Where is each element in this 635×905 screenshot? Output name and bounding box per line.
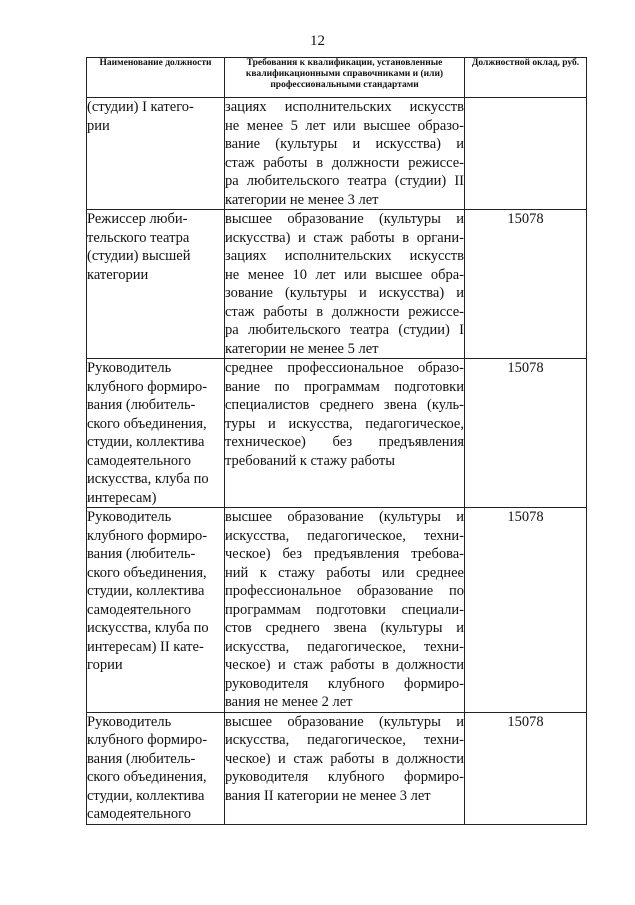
position-line: гории <box>87 657 123 673</box>
requirements-line: ческое) без предъявления требова- <box>225 546 464 562</box>
position-line: Руководитель <box>87 713 172 730</box>
requirements-line: не менее 5 лет или высшее образо- <box>225 117 464 134</box>
table-row <box>87 98 587 210</box>
requirements-line: вание (культуры и искусства) и <box>225 136 464 152</box>
table-row <box>87 712 587 824</box>
position-line: вания (любитель- <box>87 546 196 562</box>
requirements-line: искусства, педагогическое, техни- <box>225 527 464 544</box>
requirements-line: категории не менее 5 лет <box>225 340 379 357</box>
position-line: интересам) <box>87 489 157 506</box>
position-line: клубного формиро- <box>87 378 208 395</box>
position-cell <box>87 508 225 713</box>
position-line: (студии) высшей <box>87 248 191 264</box>
requirements-cell <box>225 98 465 210</box>
position-line: ского объединения, <box>87 415 207 432</box>
salary-cell: 15078 <box>465 359 587 508</box>
position-line: тельского театра <box>87 229 190 246</box>
salary-cell: 15078 <box>465 712 587 824</box>
requirements-line: вание по программам подготовки <box>225 378 464 395</box>
position-line: Руководитель <box>87 509 172 525</box>
requirements-line: ра любительского театра (студии) I <box>225 322 464 338</box>
requirements-cell <box>225 508 465 713</box>
header-position: Наименование должности <box>87 58 225 98</box>
position-line: клубного формиро- <box>87 527 208 544</box>
requirements-line: категории не менее 3 лет <box>225 191 379 208</box>
position-line: Руководитель <box>87 360 172 376</box>
requirements-line: специалистов среднего звена (куль- <box>225 397 464 413</box>
requirements-line: ний к стажу работы или среднее <box>225 564 464 581</box>
position-cell <box>87 98 225 210</box>
requirements-line: руководителя клубного формиро- <box>225 675 464 692</box>
requirements-line: техническое) без предъявления <box>225 434 464 450</box>
position-line: рии <box>87 117 110 134</box>
position-line: ского объединения, <box>87 564 207 581</box>
position-line: интересам) II кате- <box>87 638 204 655</box>
position-line: студии, коллектива <box>87 787 205 804</box>
table-row <box>87 359 587 508</box>
requirements-line: стов среднего звена (культуры и <box>225 620 464 636</box>
requirements-line: вания не менее 2 лет <box>225 694 353 710</box>
requirements-line: руководителя клубного формиро- <box>225 769 464 785</box>
requirements-line: требований к стажу работы <box>225 452 395 469</box>
table-row <box>87 210 587 359</box>
requirements-line: туры и искусства, педагогическое, <box>225 415 464 432</box>
requirements-line: зациях исполнительских искусств <box>225 99 464 115</box>
requirements-line: ческое) и стаж работы в должности <box>225 750 464 767</box>
requirements-line: искусства) и стаж работы в органи- <box>225 229 464 246</box>
requirements-line: среднее профессиональное образо- <box>225 360 464 376</box>
position-line: самодеятельного <box>87 601 192 618</box>
position-line: искусства, клуба по <box>87 471 209 487</box>
requirements-line: зование (культуры и искусства) и <box>225 285 464 301</box>
position-line: искусства, клуба по <box>87 620 209 636</box>
salary-cell: 15078 <box>465 210 587 359</box>
position-line: студии, коллектива <box>87 434 205 450</box>
position-line: вания (любитель- <box>87 750 196 767</box>
table-body <box>87 98 587 825</box>
position-line: самодеятельного <box>87 806 192 822</box>
header-salary: Должностной оклад, руб. <box>465 58 587 98</box>
header-requirements: Требования к квалификации, установленные квалификационными справочниками и (или) профессиональными стандартами <box>225 58 465 98</box>
requirements-line: искусства, педагогическое, техни- <box>225 638 464 655</box>
requirements-line: ческое) и стаж работы в должности <box>225 657 464 673</box>
position-line: ского объединения, <box>87 769 207 785</box>
position-line: категории <box>87 266 149 283</box>
requirements-line: высшее образование (культуры и <box>225 713 464 730</box>
table-row <box>87 508 587 713</box>
requirements-cell <box>225 210 465 359</box>
position-line: вания (любитель- <box>87 397 196 413</box>
requirements-line: не менее 10 лет или высшее обра- <box>225 266 464 283</box>
requirements-line: профессиональное образование по <box>225 583 464 599</box>
salary-cell <box>465 98 587 210</box>
requirements-line: зациях исполнительских искусств <box>225 248 464 264</box>
requirements-line: ра любительского театра (студии) II <box>225 173 464 189</box>
requirements-line: искусства, педагогическое, техни- <box>225 732 464 748</box>
salary-cell: 15078 <box>465 508 587 713</box>
position-line: Режиссер люби- <box>87 211 188 227</box>
position-line: самодеятельного <box>87 452 192 469</box>
position-line: клубного формиро- <box>87 732 208 748</box>
requirements-line: стаж работы в должности режиссе- <box>225 303 464 320</box>
position-cell <box>87 210 225 359</box>
position-cell <box>87 359 225 508</box>
requirements-line: высшее образование (культуры и <box>225 509 464 525</box>
position-line: (студии) I катего- <box>87 99 194 115</box>
position-line: студии, коллектива <box>87 583 205 599</box>
requirements-cell <box>225 359 465 508</box>
qualification-table <box>86 57 587 825</box>
page-number: 12 <box>310 33 325 49</box>
position-cell <box>87 712 225 824</box>
requirements-line: программам подготовки специали- <box>225 601 464 618</box>
table-header-row <box>87 58 587 98</box>
requirements-line: высшее образование (культуры и <box>225 211 464 227</box>
requirements-line: стаж работы в должности режиссе- <box>225 154 464 171</box>
requirements-cell <box>225 712 465 824</box>
requirements-line: вания II категории не менее 3 лет <box>225 787 431 804</box>
